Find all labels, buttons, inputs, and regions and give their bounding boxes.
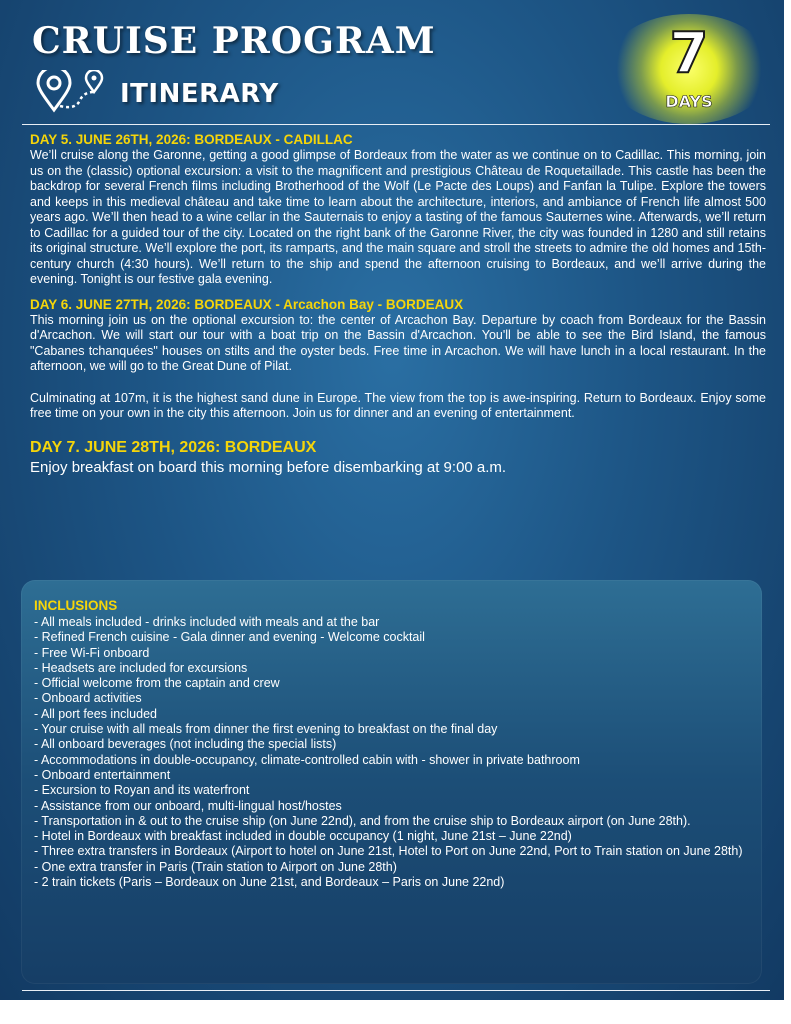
day-paragraph: This morning join us on the optional excursion to: the center of Arcachon Bay. Departure by coach from Bordeaux for the Bassin d'Arcachon. We will start our tour with a boat trip on the Bassin d'Arcachon. You'll be able to see the Bird Island, the famous "Cabanes tchanquées" houses on stilts and the oyster beds. Free time in Arcachon. We will have lunch in a local restaurant. In the afternoon, we will go to the Great Dune of Pilat. (30, 312, 766, 373)
list-item: - All meals included - drinks included with meals and at the bar (34, 615, 380, 629)
map-route-icon (36, 70, 104, 119)
bottom-divider (22, 990, 770, 991)
list-item: - All onboard beverages (not including the special lists) (34, 737, 337, 752)
inclusions-heading: INCLUSIONS (34, 598, 118, 613)
day-paragraph: Culminating at 107m, it is the highest sand dune in Europe. The view from the top is awe-inspiring. Return to Bordeaux. Enjoy some free time on your own in the city this afternoon. Join us for dinner and an evening of entertainment. (30, 390, 766, 420)
list-item: - One extra transfer in Paris (Train station to Airport on June 28th) (34, 859, 397, 874)
subtitle: ITINERARY (120, 79, 279, 109)
day-heading: DAY 5. JUNE 26TH, 2026: BORDEAUX - CADILLAC (30, 132, 353, 147)
page-title: CRUISE PROGRAM (32, 20, 436, 62)
itinerary-content (30, 131, 766, 477)
list-item: - Transportation in & out to the cruise ship (on June 22nd), and from the cruise ship to Bordeaux airport (on June 28th). (34, 813, 691, 828)
list-item: - Assistance from our onboard, multi-lingual host/hostes (34, 798, 342, 813)
list-item: - Free Wi-Fi onboard (34, 645, 150, 660)
list-item: - Refined French cuisine - Gala dinner and evening - Welcome cocktail (34, 630, 425, 645)
list-item: - Three extra transfers in Bordeaux (Airport to hotel on June 21st, Hotel to Port on June 22nd, Port to Train station on June 28th) (34, 844, 743, 859)
day-heading: DAY 7. JUNE 28TH, 2026: BORDEAUX (30, 438, 317, 456)
list-item: - Accommodations in double-occupancy, climate-controlled cabin with - shower in private bathroom (34, 752, 580, 767)
list-item: - Hotel in Bordeaux with breakfast included in double occupancy (1 night, June 21st – June 22nd) (34, 829, 572, 844)
list-item: - Your cruise with all meals from dinner the first evening to breakfast on the final day (34, 722, 498, 737)
inclusions-list (34, 615, 754, 890)
inclusions-panel (21, 580, 762, 984)
days-label: DAYS (665, 92, 713, 111)
list-item: - Headsets are included for excursions (34, 660, 248, 675)
list-item: - Onboard activities (34, 691, 142, 706)
top-divider (22, 124, 770, 125)
day-heading: DAY 6. JUNE 27TH, 2026: BORDEAUX - Arcachon Bay - BORDEAUX (30, 296, 464, 312)
day-paragraph: We’ll cruise along the Garonne, getting a good glimpse of Bordeaux from the water as we continue on to Cadillac. This morning, join us on the (classic) optional excursion: a visit to the magnificent and prestigious Château de Roquetaillade. This castle has been the backdrop for several French films including Brotherhood of the Wolf (Le Pacte des Loups) and Fanfan la Tulipe. Explore the towers and keeps in this medieval château and take time to learn about the architecture, interiors, and ambiance of French life almost 500 years ago. We’ll then head to a wine cellar in the Sauternais to enjoy a tasting of the famous Sauternes wine. Afterwards, we’ll return to Cadillac for a guided tour of the city. Located on the right bank of the Garonne River, the city was founded in 1280 and still retains its original structure. We’ll explore the port, its ramparts, and the main square and stroll the streets to admire the old homes and 15th-century church (4:30 hours). We’ll return to the ship and spend the afternoon cruising to Bordeaux, and we’ll arrive during the evening. Tonight is our festive gala evening. (30, 148, 766, 286)
days-badge (605, 14, 773, 124)
day-paragraph: Enjoy breakfast on board this morning before disembarking at 9:00 a.m. (30, 458, 507, 476)
list-item: - Onboard entertainment (34, 767, 171, 782)
list-item: - Official welcome from the captain and crew (34, 676, 280, 691)
list-item: - 2 train tickets (Paris – Bordeaux on June 21st, and Bordeaux – Paris on June 22nd) (34, 875, 505, 890)
subtitle-row (36, 72, 279, 116)
list-item: - Excursion to Royan and its waterfront (34, 783, 250, 798)
list-item: - All port fees included (34, 706, 157, 721)
days-number: 7 (669, 21, 709, 86)
